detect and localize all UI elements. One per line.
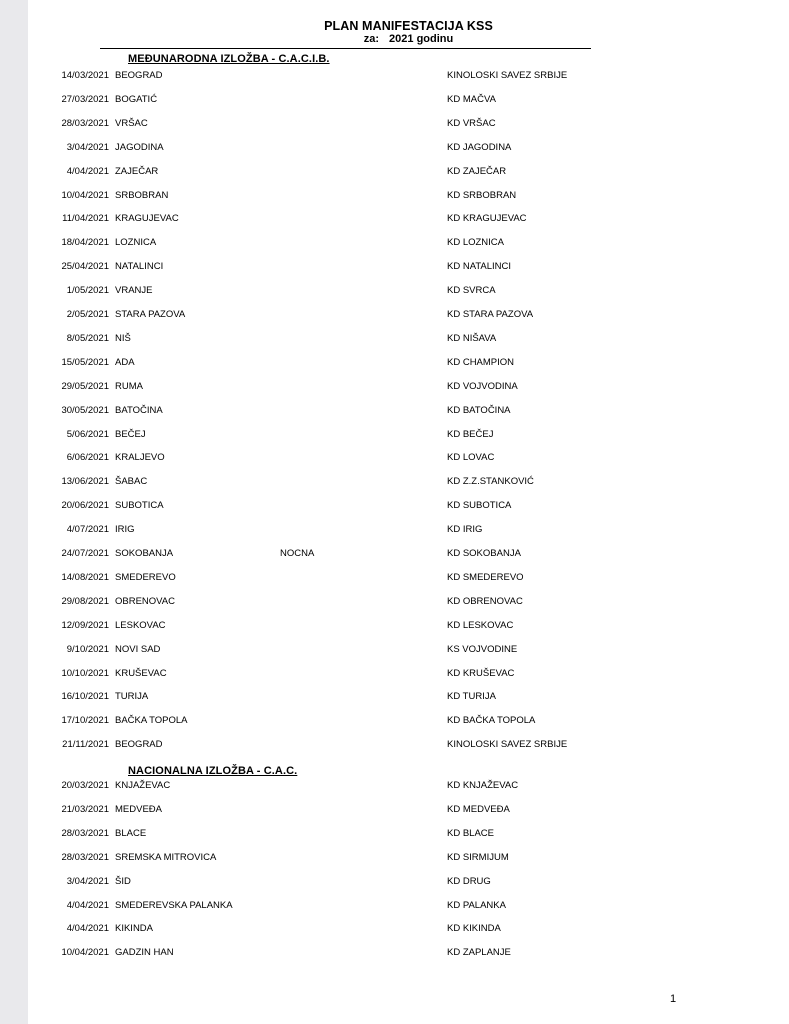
page-subtitle [28,33,789,45]
row-date: 12/09/2021 [61,619,109,631]
table-row [28,548,789,562]
row-date: 3/04/2021 [66,141,109,153]
table-row [28,190,789,204]
table-row [28,644,789,658]
row-date: 3/04/2021 [66,875,109,887]
row-note: NOCNA [280,548,315,559]
subtitle-year: 2021 godinu [389,33,454,45]
row-org: KD JAGODINA [447,141,512,153]
row-city: BOGATIĆ [115,93,158,105]
row-date: 8/05/2021 [66,332,109,344]
table-row [28,381,789,395]
row-org: KD SUBOTICA [447,500,512,512]
row-date: 4/04/2021 [66,165,109,177]
row-date: 29/05/2021 [61,380,109,392]
row-org: KD NATALINCI [447,261,512,273]
table-row [28,237,789,251]
row-date: 28/03/2021 [61,851,109,863]
row-city: STARA PAZOVA [115,309,186,320]
row-org: KD KNJAŽEVAC [447,780,519,791]
row-org: KD BATOČINA [447,404,511,416]
row-org: KD VOJVODINA [447,380,518,392]
table-row [28,876,789,890]
row-city: MEDVEĐA [115,803,162,815]
row-org: KD KRAGUJEVAC [447,213,527,225]
row-city: KRAGUJEVAC [115,213,179,225]
row-city: BAČKA TOPOLA [115,715,188,727]
row-date: 21/03/2021 [61,803,109,815]
table-row [28,780,789,794]
row-city: LOZNICA [115,237,157,249]
row-date: 4/04/2021 [66,899,109,911]
row-date: 5/06/2021 [66,428,109,440]
title-divider [100,48,591,49]
row-date: 6/06/2021 [66,452,109,464]
row-org: KD BAČKA TOPOLA [447,715,536,727]
row-date: 4/07/2021 [66,524,109,536]
row-org: KD SMEDEREVO [447,571,524,583]
table-row [28,213,789,227]
row-org: KD LOVAC [447,452,495,464]
row-date: 14/03/2021 [61,70,109,81]
row-org: KD PALANKA [447,899,506,911]
row-city: IRIG [115,524,135,536]
table-row [28,285,789,299]
row-date: 16/10/2021 [61,691,109,703]
row-city: SMEDEREVO [115,571,176,583]
row-date: 20/03/2021 [61,780,109,791]
section-heading: MEĐUNARODNA IZLOŽBA - C.A.C.I.B. [128,53,330,65]
table-row [28,828,789,842]
table-row [28,668,789,682]
row-org: KD IRIG [447,524,483,536]
row-date: 18/04/2021 [61,237,109,249]
table-row [28,333,789,347]
row-date: 28/03/2021 [61,827,109,839]
row-org: KD SIRMIJUM [447,851,509,863]
row-date: 30/05/2021 [61,404,109,416]
table-row [28,166,789,180]
row-date: 28/03/2021 [61,117,109,129]
row-org: KD BLACE [447,827,494,839]
table-row [28,572,789,586]
row-city: ŠID [115,875,131,887]
row-city: NOVI SAD [115,643,161,655]
row-date: 2/05/2021 [66,309,109,320]
row-date: 29/08/2021 [61,595,109,607]
row-city: NIŠ [115,332,131,344]
table-row [28,357,789,371]
table-row [28,691,789,705]
page-title: PLAN MANIFESTACIJA KSS [324,19,493,33]
table-row [28,852,789,866]
row-org: KD Z.Z.STANKOVIĆ [447,476,534,488]
document-page [28,0,789,1024]
row-date: 20/06/2021 [61,500,109,512]
table-row [28,452,789,466]
row-city: BLACE [115,827,147,839]
row-date: 13/06/2021 [61,476,109,488]
table-row [28,118,789,132]
row-city: KNJAŽEVAC [115,780,171,791]
row-city: SMEDEREVSKA PALANKA [115,899,233,911]
row-org: KD DRUG [447,875,491,887]
row-city: SUBOTICA [115,500,164,512]
table-row [28,804,789,818]
row-city: BEČEJ [115,428,146,440]
table-row [28,620,789,634]
row-org: KD ZAPLANJE [447,947,511,959]
row-org: KD OBRENOVAC [447,595,523,607]
row-org: KD LESKOVAC [447,619,514,631]
row-date: 9/10/2021 [66,643,109,655]
table-row [28,142,789,156]
row-org: KD STARA PAZOVA [447,309,534,320]
table-row [28,923,789,937]
table-row [28,429,789,443]
row-city: SOKOBANJA [115,548,174,559]
row-city: SRBOBRAN [115,189,169,201]
row-city: KRALJEVO [115,452,165,464]
table-row [28,94,789,108]
row-city: SREMSKA MITROVICA [115,851,217,863]
row-org: KD MAČVA [447,93,496,105]
subtitle-prefix: za: [363,33,380,45]
row-date: 1/05/2021 [66,285,109,297]
row-city: RUMA [115,380,143,392]
row-org: KD NIŠAVA [447,332,497,344]
table-row [28,900,789,914]
row-city: KRUŠEVAC [115,667,167,679]
table-row [28,261,789,275]
row-city: GADZIN HAN [115,947,174,959]
table-row [28,476,789,490]
row-city: ADA [115,356,135,368]
row-city: TURIJA [115,691,149,703]
row-org: KD CHAMPION [447,356,515,368]
row-date: 4/04/2021 [66,923,109,935]
table-row [28,405,789,419]
row-city: BEOGRAD [115,70,163,81]
table-row [28,739,789,753]
row-city: ZAJEČAR [115,165,159,177]
row-date: 14/08/2021 [61,571,109,583]
table-row [28,596,789,610]
section-heading: NACIONALNA IZLOŽBA - C.A.C. [128,765,298,777]
row-city: VRANJE [115,285,153,297]
table-row [28,947,789,961]
row-org: KD SOKOBANJA [447,548,521,559]
row-org: KD KRUŠEVAC [447,667,515,679]
row-city: VRŠAC [115,117,148,129]
row-date: 10/04/2021 [61,189,109,201]
row-city: BATOČINA [115,404,163,416]
row-org: KD KIKINDA [447,923,501,935]
row-date: 15/05/2021 [61,356,109,368]
row-date: 21/11/2021 [62,739,109,751]
table-row [28,715,789,729]
row-date: 11/04/2021 [62,213,109,225]
row-org: KD ZAJEČAR [447,165,507,177]
row-city: NATALINCI [115,261,164,273]
row-org: KINOLOSKI SAVEZ SRBIJE [447,70,568,81]
row-city: LESKOVAC [115,619,166,631]
row-org: KD LOZNICA [447,237,505,249]
row-org: KD BEČEJ [447,428,494,440]
table-row [28,500,789,514]
row-org: KD TURIJA [447,691,496,703]
row-date: 25/04/2021 [61,261,109,273]
row-org: KD VRŠAC [447,117,496,129]
table-row [28,70,789,84]
row-city: BEOGRAD [115,739,163,751]
row-org: KD MEDVEĐA [447,803,510,815]
table-row [28,309,789,323]
row-org: KD SVRCA [447,285,496,297]
row-date: 10/04/2021 [61,947,109,959]
row-city: JAGODINA [115,141,164,153]
row-date: 10/10/2021 [61,667,109,679]
row-city: OBRENOVAC [115,595,176,607]
row-org: KS VOJVODINE [447,643,518,655]
row-city: ŠABAC [115,476,148,488]
row-date: 24/07/2021 [61,548,109,559]
table-row [28,524,789,538]
page-number: 1 [670,993,677,1005]
row-org: KINOLOSKI SAVEZ SRBIJE [447,739,568,751]
row-date: 17/10/2021 [61,715,109,727]
row-date: 27/03/2021 [61,93,109,105]
row-city: KIKINDA [115,923,154,935]
row-org: KD SRBOBRAN [447,189,517,201]
